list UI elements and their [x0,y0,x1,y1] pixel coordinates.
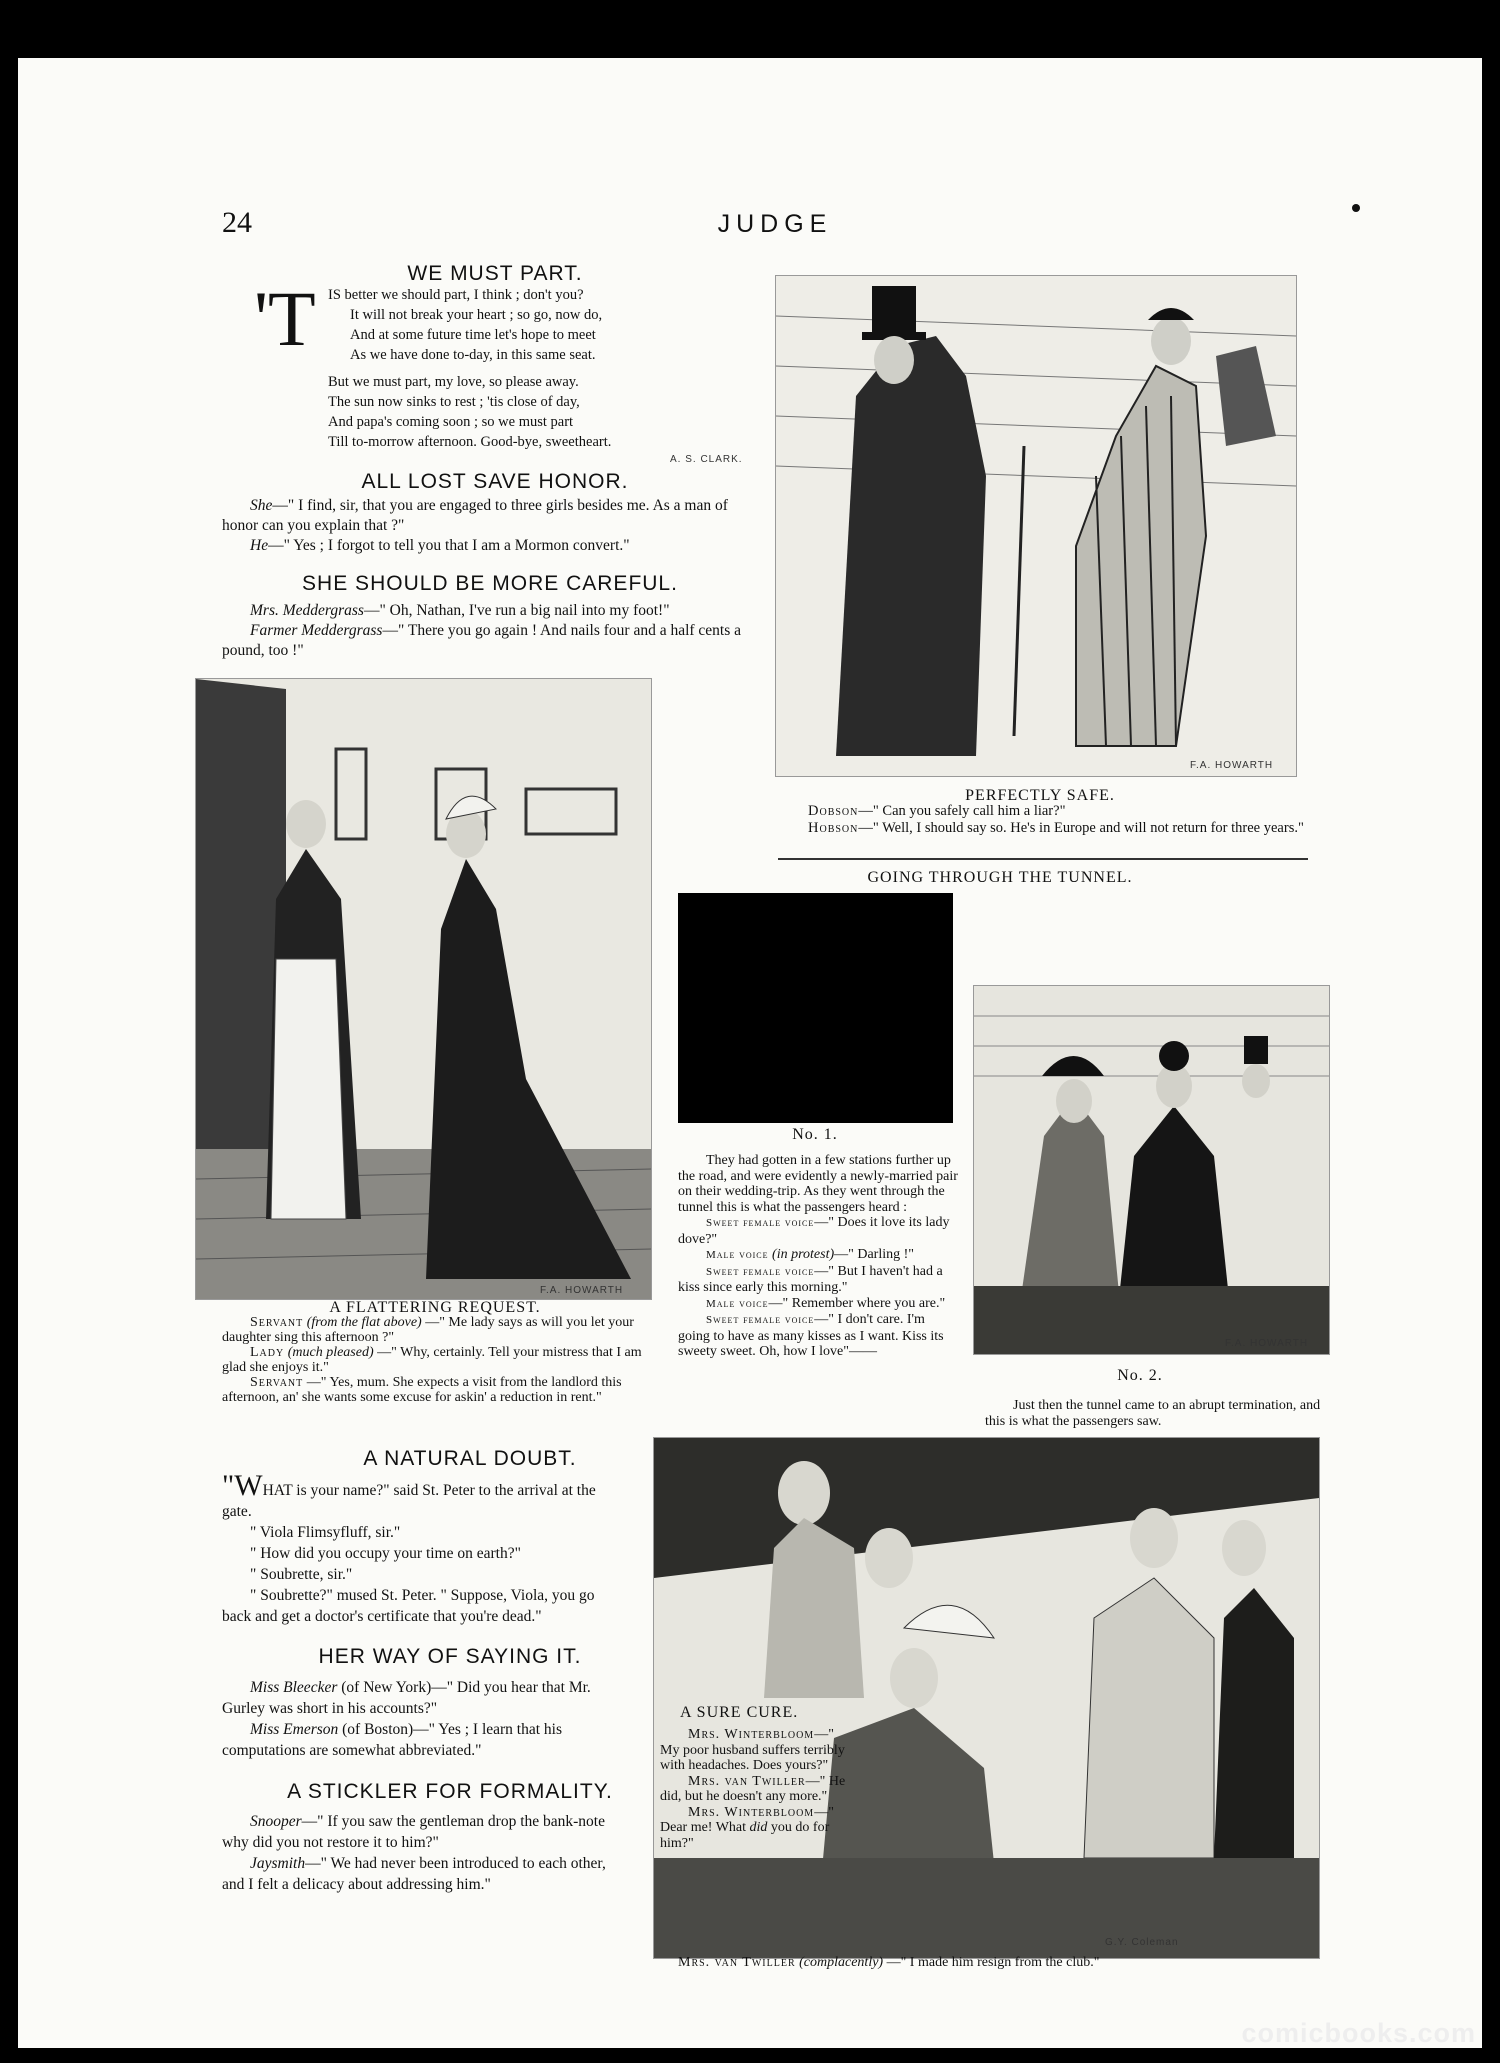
illustration-flattering-request [195,678,652,1300]
stage-direction: (from the flat above) [306,1315,422,1330]
her-way-title: HER WAY OF SAYING IT. [318,1645,582,1668]
dialogue: (of New York)—" Did you hear that Mr. Gurley was short in his accounts?" [222,1679,591,1717]
dialogue: —" We had never been introduced to each other, and I felt a delicacy about addressing him." [222,1855,606,1893]
dropcap: "W [222,1469,263,1502]
dialogue: —" Why, certainly. Tell your mistress that I am glad she enjoys it." [222,1345,642,1375]
tunnel-ending [985,1398,1325,1429]
dialogue: —" He did, but he doesn't any more." [660,1773,846,1804]
speaker: Snooper [250,1813,302,1830]
dialogue: you do for him?" [660,1820,830,1851]
dialogue: —" I made him resign from the club." [883,1955,1100,1970]
dialogue: (of Boston)—" Yes ; I learn that his computations are somewhat abbreviated." [222,1721,563,1759]
emphasis: did [749,1820,768,1835]
dialogue: —" Remember where you are." [768,1295,946,1311]
dialogue: —" Can you safely call him a liar?" [858,803,1066,819]
tunnel-title: GOING THROUGH THE TUNNEL. [867,869,1133,886]
dialogue: —" Does it love its lady dove?" [678,1215,950,1247]
speaker: Mrs. van Twiller [678,1955,796,1970]
dialogue: —" Me lady says as will you let your daughter sing this afternoon ?" [222,1315,634,1345]
poem-stanza-2 [328,372,748,452]
perfectly-safe-text [780,803,1310,837]
careful-title: SHE SHOULD BE MORE CAREFUL. [302,572,678,595]
her-way-text [222,1677,625,1761]
dialogue: —" If you saw the gentleman drop the bank-note why did you not restore it to him?" [222,1813,605,1851]
illustration-tunnel-no2 [973,985,1330,1355]
magazine-title: JUDGE [717,210,833,238]
all-lost-text [222,496,758,556]
artist-signature: F.A. HOWARTH [1225,1338,1309,1349]
dialogue: —" My poor husband suffers terribly with headaches. Does yours?" [660,1727,845,1773]
speaker: She [250,497,273,514]
stickler-title: A STICKLER FOR FORMALITY. [287,1780,613,1803]
tunnel-darkness-panel [678,893,953,1123]
speaker: He [250,537,269,554]
poem-title: WE MUST PART. [407,262,583,285]
divider-rule [778,858,1308,860]
paragraph: " Soubrette, sir." [250,1566,353,1583]
servant-and-lady-drawing [196,679,651,1299]
poem-line: The sun now sinks to rest ; 'tis close of day, [328,394,580,410]
all-lost-title: ALL LOST SAVE HONOR. [361,470,629,493]
speaker: Hobson [808,820,859,836]
poem-stanza-1 [328,285,748,365]
tunnel-ending-text: Just then the tunnel came to an abrupt termination, and this is what the passengers saw. [985,1398,1321,1429]
speaker: Mrs. van Twiller [688,1773,806,1789]
paragraph: HAT is your name?" said St. Peter to the arrival at the gate. [222,1482,596,1520]
dialogue: —" But I haven't had a kiss since early this morning." [678,1263,943,1295]
stage-direction: (in protest) [772,1247,835,1262]
ink-spot [1352,204,1360,212]
page-number: 24 [222,206,252,239]
dialogue: —" Darling !" [834,1247,914,1262]
dialogue: —" Oh, Nathan, I've run a big nail into my foot!" [363,602,670,619]
speaker: Male voice [706,1297,769,1310]
speaker: Miss Bleecker [250,1679,338,1696]
poem-author: A. S. CLARK. [670,454,743,465]
dialogue: —" Dear me! What [660,1804,834,1835]
poem-dropcap: 'T [254,275,316,362]
two-gentlemen-drawing [776,276,1296,776]
paragraph: " Soubrette?" mused St. Peter. " Suppose, Viola, you go back and get a doctor's certificate that you're dead." [222,1587,595,1625]
speaker: Servant [250,1315,304,1330]
speaker: Male voice [706,1249,769,1261]
site-watermark[interactable]: comicbooks.com [1241,2018,1476,2048]
speaker: Sweet female voice [706,1217,815,1229]
sure-cure-text [660,1727,855,1851]
speaker: Mrs. Winterbloom [688,1727,815,1742]
poem-line: And at some future time let's hope to meet [350,327,596,343]
dialogue: —" I find, sir, that you are engaged to three girls besides me. As a man of honor can you explain that ?" [222,497,728,534]
railway-carriage-drawing [974,986,1329,1354]
dialogue: —" There you go again ! And nails four and a half cents a pound, too !" [222,622,742,659]
perfectly-safe-caption: PERFECTLY SAFE. [965,787,1115,804]
poem-line: IS better we should part, I think ; don't you? [328,287,584,303]
stickler-text [222,1811,625,1895]
speaker: Sweet female voice [706,1314,815,1326]
poem-line: It will not break your heart ; so go, now do, [350,307,603,323]
speaker: Mrs. Meddergrass [250,602,364,619]
careful-text [222,601,758,661]
poem-line: And papa's coming soon ; so we must part [328,414,574,430]
tunnel-intro: They had gotten in a few stations further up the road, and were evidently a newly-married pair on their wedding-trip. As they went through the tunnel this is what the passengers heard : [678,1153,958,1215]
speaker: Sweet female voice [706,1265,815,1278]
stage-direction: (much pleased) [287,1345,374,1360]
dialogue: —" Well, I should say so. He's in Europe and will not return for three years." [858,820,1304,836]
tunnel-no2-label: No. 2. [1117,1367,1163,1384]
dialogue: —" Yes ; I forgot to tell you that I am a Mormon convert." [268,537,630,554]
poem-line: As we have done to-day, in this same seat. [350,347,596,363]
illustration-perfectly-safe [775,275,1297,777]
flattering-text [222,1315,660,1405]
speaker: Dobson [808,803,859,819]
stage-direction: (complacently) [799,1955,884,1970]
poem-line: But we must part, my love, so please away. [328,374,579,390]
artist-signature: G.Y. Coleman [1105,1937,1179,1948]
poem-line: Till to-morrow afternoon. Good-bye, sweetheart. [328,434,612,450]
dialogue: —" Yes, mum. She expects a visit from the landlord this afternoon, an' she wants some excuse for askin' a reduction in rent." [222,1375,622,1405]
artist-signature: F.A. HOWARTH [540,1285,624,1296]
dialogue: —" I don't care. I'm going to have as many kisses as I want. Kiss its sweety sweet. Oh, how I love"—— [678,1312,944,1359]
tunnel-no1-label: No. 1. [792,1126,838,1143]
speaker: Servant [250,1375,304,1390]
sure-cure-caption: A SURE CURE. [680,1704,799,1721]
natural-doubt-title: A NATURAL DOUBT. [363,1447,577,1470]
artist-signature: F.A. HOWARTH [1190,760,1274,771]
illustration-sure-cure [653,1437,1320,1959]
speaker: Mrs. Winterbloom [688,1804,815,1820]
tunnel-text [678,1153,958,1360]
paragraph: " Viola Flimsyfluff, sir." [250,1524,401,1541]
sure-cure-last-line [678,1955,1338,1971]
speaker: Jaysmith [250,1855,306,1872]
speaker: Farmer Meddergrass [250,622,383,639]
speaker: Lady [250,1345,285,1360]
speaker: Miss Emerson [250,1721,339,1738]
ladies-conversation-drawing [654,1438,1319,1958]
paragraph: " How did you occupy your time on earth?" [250,1545,521,1562]
natural-doubt-text [222,1469,625,1627]
flattering-caption: A FLATTERING REQUEST. [329,1299,541,1316]
